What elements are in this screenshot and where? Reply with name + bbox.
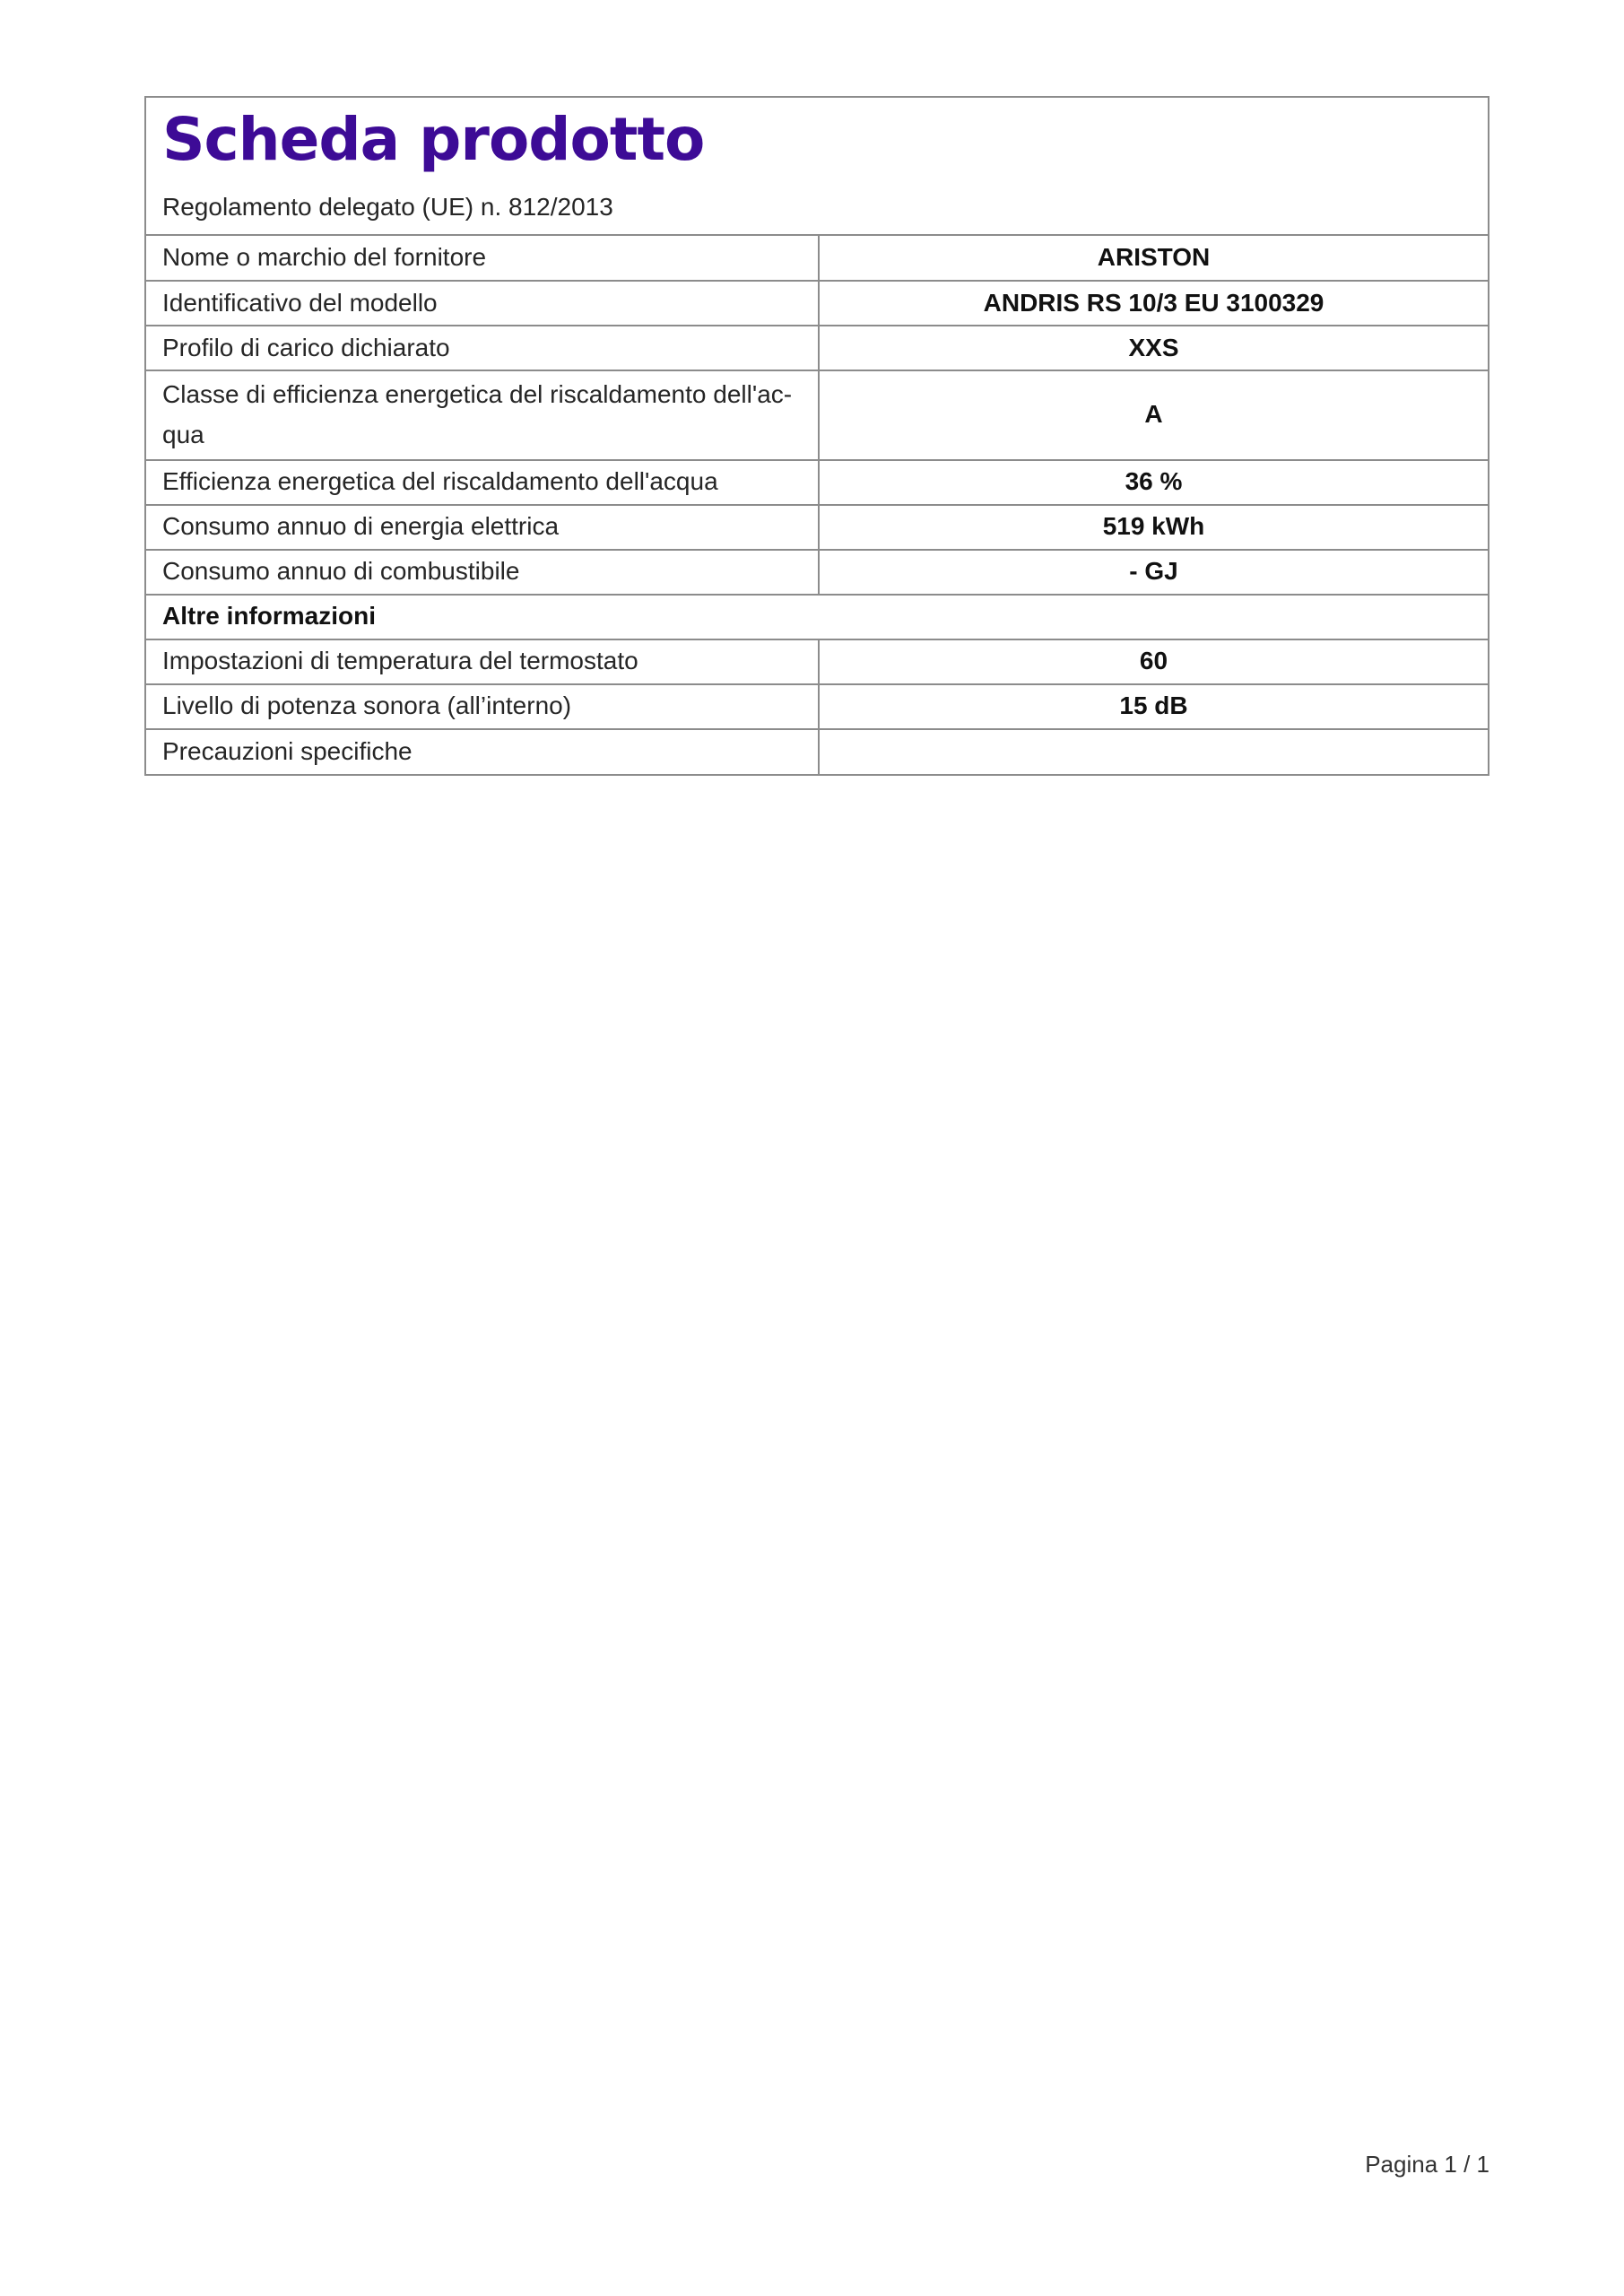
- row-value-efficiency-class: A: [819, 370, 1488, 460]
- section-row: [146, 595, 1488, 639]
- regulation-reference: Regolamento delegato (UE) n. 812/2013: [162, 192, 613, 221]
- row-label-electricity: Consumo annuo di energia elettrica: [146, 505, 819, 550]
- product-sheet: [144, 96, 1489, 776]
- row-label-load-profile: Profilo di carico dichiarato: [146, 326, 819, 370]
- section-title-other-info: Altre informazioni: [146, 595, 1488, 639]
- row-label-efficiency-class: Classe di efficienza energetica del riscaldamento dell'ac-qua: [146, 370, 819, 460]
- row-value-fuel: - GJ: [819, 550, 1488, 595]
- sheet-header: [146, 98, 1488, 236]
- page-title: Scheda prodotto: [162, 105, 705, 174]
- row-label-fuel: Consumo annuo di combustibile: [146, 550, 819, 595]
- table-row: [146, 729, 1488, 774]
- row-value-electricity: 519 kWh: [819, 505, 1488, 550]
- table-row: [146, 505, 1488, 550]
- product-info-table: [146, 236, 1488, 774]
- row-value-efficiency: 36 %: [819, 460, 1488, 505]
- row-label-sound-power: Livello di potenza sonora (all’interno): [146, 684, 819, 729]
- row-label-efficiency: Efficienza energetica del riscaldamento dell'acqua: [146, 460, 819, 505]
- row-label-thermostat: Impostazioni di temperatura del termostato: [146, 639, 819, 684]
- table-row: [146, 639, 1488, 684]
- table-row: [146, 326, 1488, 370]
- table-row: [146, 684, 1488, 729]
- row-label-model: Identificativo del modello: [146, 281, 819, 326]
- row-value-supplier: ARISTON: [819, 236, 1488, 281]
- row-value-precautions: [819, 729, 1488, 774]
- table-row: [146, 550, 1488, 595]
- row-label-supplier: Nome o marchio del fornitore: [162, 243, 487, 272]
- page-number: Pagina 1 / 1: [1365, 2151, 1489, 2178]
- table-row: [146, 370, 1488, 460]
- row-value-model: ANDRIS RS 10/3 EU 3100329: [819, 281, 1488, 326]
- table-row: [146, 281, 1488, 326]
- row-value-thermostat: 60: [819, 639, 1488, 684]
- row-label-precautions: Precauzioni specifiche: [146, 729, 819, 774]
- table-row: [146, 236, 1488, 281]
- row-value-load-profile: XXS: [819, 326, 1488, 370]
- row-value-sound-power: 15 dB: [819, 684, 1488, 729]
- table-row: [146, 460, 1488, 505]
